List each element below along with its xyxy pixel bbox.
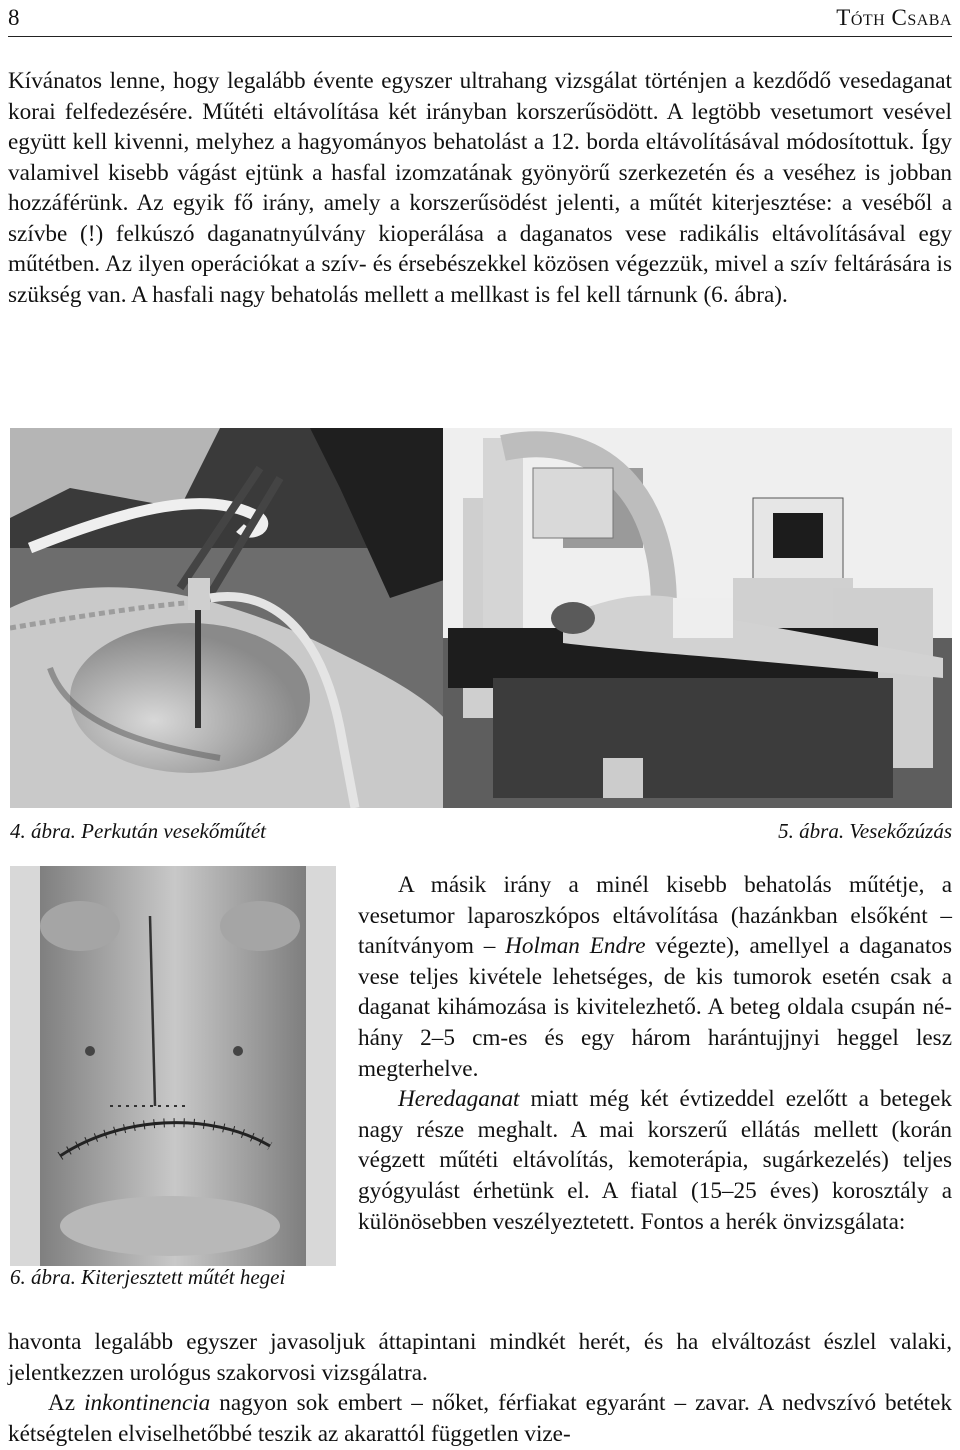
paragraph-3-start: [358, 1084, 952, 1237]
figure-6-caption: 6. ábra. Kiterjesztett műtét hegei: [10, 1265, 286, 1289]
paragraph-4-text-a: Az: [48, 1390, 85, 1416]
running-head: Tóth Csaba: [836, 5, 952, 30]
surgery-scars-image: [10, 866, 336, 1266]
paragraph-1: Kívánatos lenne, hogy legalább évente egyszer ultrahang vizsgálat történjen a kezdődő vesedaganat korai felfedezésére. Műtéti eltávolítása két irányban korszerűsödött. A legtöbb vesetumort vesével együtt kell kivenni, melyhez a hagyományos behatolást a 12. borda eltávolításával módosítottuk. Így valamivel kisebb vágást ejtünk a hasfal izomzatának gyönyörű szerkezetén és a veséhez is jobban hozzáférünk. Az egyik fő irány, amely a korszerűsödést jelenti, a műtét kiterjesztése: a veséből a szívbe (!) felkúszó daganatnyúlvány kioperálása a daganatos vese radikális eltávolításával egy műtétben. Az ilyen operációkat a szív- és érsebészekkel közösen végezzük, mivel a szív feltárására is szükség van. A hasfali nagy behatolás mellett a mellkast is fel kell tárnunk (6. ábra).: [8, 68, 952, 308]
paragraph-4-text-b: nagyon sok embert – nőket, férfiakat egyaránt – zavar. A nedvszívó betétek kétségtelen elviselhetőbbé teszik az akarattól független vize-: [8, 1390, 952, 1447]
person-name: Holman Endre: [505, 933, 646, 960]
paragraph-4: [8, 1388, 952, 1449]
paragraph-3-text-a: miatt még két évtizeddel ezelőtt a betegek nagy része meghalt. A mai korszerű ellátás mellett (korán végzett műtéti eltávolítás, kemoterápia, sugárkezelés) teljes gyógyulást érhetünk el. A fiatal (15–25 éves) korosztály a különösebben veszélyeztetett. Fontos a herék önvizsgálata:: [358, 1086, 952, 1235]
lithotripsy-image: [443, 428, 952, 808]
paragraph-3-end: havonta legalább egyszer javasoljuk áttapintani mindkét herét, és ha elváltozást észlel valaki, jelentkezzen urológus szakorvosi vizsgálatra.: [8, 1329, 952, 1386]
figure-4-caption: 4. ábra. Perkután vesekőműtét: [10, 819, 267, 843]
term-heredaganat: Heredaganat: [398, 1086, 520, 1113]
percutaneous-surgery-image: [10, 428, 480, 808]
term-inkontinencia: inkontinencia: [84, 1390, 211, 1416]
page-number: 8: [8, 5, 20, 30]
paragraph-2-text-a: A másik irány a minél kisebb behatolás műtétje, a vesetumor laparoszkópos eltávolítása (hazánkban elsőként – tanítványom –: [358, 872, 952, 960]
paragraph-2-text-b: végezte), amellyel a daganatos vese teljes kivétele lehetséges, de kis tumorok esetén csak a daganat kihámozása is kivitelezhető. A beteg oldala csupán néhány 2–5 cm-es és egy három harántujjnyi heggel lesz megterhelve.: [358, 933, 952, 1082]
side-column-text: [358, 870, 952, 1237]
figure-6-photo: [10, 866, 336, 1266]
figure-5-photo: [443, 428, 952, 808]
figure-4-photo: [10, 428, 480, 808]
page-header: [8, 2, 952, 37]
paragraph-2: [358, 870, 952, 1084]
figure-5-caption: 5. ábra. Vesekőzúzás: [778, 819, 952, 843]
